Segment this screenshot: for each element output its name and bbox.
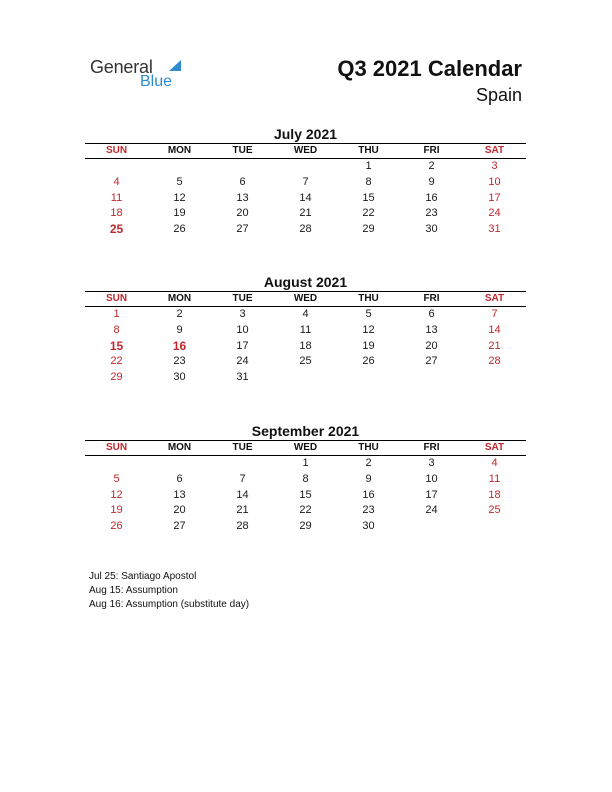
day-cell: 20	[236, 207, 249, 220]
day-cell: 16	[172, 338, 187, 353]
page-subtitle: Spain	[475, 85, 522, 105]
day-cell: 4	[113, 175, 120, 188]
day-cell: 9	[176, 323, 183, 336]
day-cell: 22	[299, 504, 312, 517]
day-cell: 26	[362, 355, 375, 368]
holiday-note: Jul 25: Santiago Apostol	[89, 571, 197, 582]
day-cell	[274, 370, 337, 386]
day-cell: 29	[362, 223, 375, 236]
day-cell: 5	[365, 308, 372, 320]
day-cell: 13	[236, 191, 249, 204]
day-cell: 7	[239, 472, 246, 485]
day-cell	[85, 159, 148, 175]
weekday-label: SAT	[484, 293, 505, 304]
day-cell: 24	[425, 504, 438, 517]
day-cell: 17	[425, 488, 438, 501]
weekday-label: WED	[293, 145, 318, 156]
day-cell: 28	[488, 355, 501, 368]
day-cell: 13	[173, 488, 186, 501]
day-cell: 26	[173, 223, 186, 236]
day-cell: 30	[362, 520, 375, 533]
month-title: September 2021	[251, 423, 360, 439]
week-row	[85, 370, 526, 386]
day-cell: 25	[299, 355, 312, 368]
week-row	[85, 339, 526, 355]
day-cell: 3	[428, 457, 435, 469]
day-cell: 31	[488, 223, 501, 236]
day-cell: 15	[362, 191, 375, 204]
day-cell: 14	[299, 191, 312, 204]
weekday-label: THU	[358, 293, 379, 304]
weekday-label: FRI	[423, 145, 440, 156]
day-cell: 25	[109, 222, 124, 237]
day-cell: 10	[488, 175, 501, 188]
day-cell: 11	[299, 323, 312, 336]
day-cell: 27	[425, 355, 438, 368]
day-cell: 23	[425, 207, 438, 220]
week-row	[85, 159, 526, 175]
page-title: Q3 2021 Calendar	[337, 56, 522, 81]
week-row	[85, 503, 526, 519]
day-cell: 12	[173, 191, 186, 204]
day-cell: 16	[362, 488, 375, 501]
holiday-notes	[89, 570, 249, 612]
weekday-label: TUE	[232, 293, 253, 304]
weekday-header	[85, 440, 526, 456]
day-cell: 18	[110, 207, 123, 220]
day-cell: 26	[110, 520, 123, 533]
day-cell: 18	[299, 339, 312, 352]
day-cell: 8	[113, 323, 120, 336]
week-row	[85, 175, 526, 191]
week-row	[85, 456, 526, 472]
weekday-label: TUE	[232, 442, 253, 453]
logo	[90, 57, 200, 97]
day-cell: 29	[110, 371, 123, 384]
day-cell	[463, 370, 526, 386]
day-cell: 2	[176, 308, 183, 320]
weekday-label: SAT	[484, 442, 505, 453]
day-cell	[85, 456, 148, 472]
logo-text-blue: Blue	[140, 73, 173, 90]
day-cell: 30	[425, 223, 438, 236]
week-row	[85, 472, 526, 488]
day-cell: 16	[425, 191, 438, 204]
week-row	[85, 191, 526, 207]
day-cell	[400, 370, 463, 386]
holiday-note: Aug 16: Assumption (substitute day)	[89, 599, 250, 610]
weekday-label: MON	[167, 293, 192, 304]
day-cell: 9	[365, 472, 372, 485]
day-cell	[148, 159, 211, 175]
weekday-label: SUN	[105, 442, 128, 453]
week-row	[85, 206, 526, 222]
day-cell: 15	[299, 488, 312, 501]
day-cell	[148, 456, 211, 472]
weekday-label: MON	[167, 442, 192, 453]
day-cell: 1	[365, 160, 372, 172]
day-cell: 11	[488, 472, 501, 485]
week-row	[85, 307, 526, 323]
day-cell: 21	[236, 504, 249, 517]
day-cell: 3	[491, 160, 498, 172]
day-cell: 23	[173, 355, 186, 368]
day-cell	[400, 519, 463, 535]
day-cell: 8	[302, 472, 309, 485]
day-cell: 6	[428, 308, 435, 320]
logo-text-general: General	[90, 57, 153, 77]
day-cell	[211, 456, 274, 472]
holiday-note: Aug 15: Assumption	[89, 585, 178, 596]
day-cell: 17	[236, 339, 249, 352]
weekday-label: FRI	[423, 442, 440, 453]
day-cell: 17	[488, 191, 501, 204]
week-row	[85, 519, 526, 535]
week-row	[85, 488, 526, 504]
day-cell: 28	[299, 223, 312, 236]
weekday-label: SAT	[484, 145, 505, 156]
day-cell	[211, 159, 274, 175]
day-cell: 20	[425, 339, 438, 352]
weekday-header	[85, 143, 526, 159]
day-cell: 10	[425, 472, 438, 485]
day-cell: 19	[173, 207, 186, 220]
day-cell: 4	[302, 308, 309, 320]
weekday-label: SUN	[105, 145, 128, 156]
day-cell: 4	[491, 457, 498, 469]
day-cell: 22	[110, 355, 123, 368]
day-cell: 5	[113, 472, 120, 485]
day-cell: 2	[428, 160, 435, 172]
day-cell: 15	[109, 338, 124, 353]
weekday-label: THU	[358, 145, 379, 156]
day-cell	[463, 519, 526, 535]
day-cell: 7	[302, 175, 309, 188]
week-row	[85, 222, 526, 238]
week-row	[85, 354, 526, 370]
day-cell: 19	[110, 504, 123, 517]
month-title: August 2021	[263, 274, 348, 290]
day-cell: 12	[362, 323, 375, 336]
weekday-label: TUE	[232, 145, 253, 156]
logo-triangle-icon	[169, 60, 181, 71]
weekday-header	[85, 291, 526, 307]
day-cell: 6	[176, 472, 183, 485]
weekday-label: WED	[293, 442, 318, 453]
day-cell: 9	[428, 175, 435, 188]
day-cell: 8	[365, 175, 372, 188]
month-july	[85, 125, 526, 238]
day-cell: 10	[236, 323, 249, 336]
day-cell	[337, 370, 400, 386]
day-cell: 30	[173, 371, 186, 384]
day-cell: 14	[488, 323, 501, 336]
day-cell: 7	[491, 308, 498, 320]
day-cell: 12	[110, 488, 123, 501]
day-cell: 28	[236, 520, 249, 533]
day-cell: 25	[488, 504, 501, 517]
day-cell: 31	[236, 371, 249, 384]
day-cell: 21	[299, 207, 312, 220]
day-cell: 24	[236, 355, 249, 368]
weekday-label: MON	[167, 145, 192, 156]
day-cell: 2	[365, 457, 372, 469]
day-cell: 24	[488, 207, 501, 220]
day-cell	[274, 159, 337, 175]
day-cell: 29	[299, 520, 312, 533]
day-cell: 5	[176, 175, 183, 188]
day-cell: 18	[488, 488, 501, 501]
day-cell: 1	[113, 308, 120, 320]
day-cell: 11	[110, 191, 123, 204]
month-august	[85, 273, 526, 386]
weekday-label: THU	[358, 442, 379, 453]
day-cell: 1	[302, 457, 309, 469]
day-cell: 3	[239, 308, 246, 320]
day-cell: 20	[173, 504, 186, 517]
day-cell: 6	[239, 175, 246, 188]
day-cell: 27	[236, 223, 249, 236]
day-cell: 22	[362, 207, 375, 220]
day-cell: 19	[362, 339, 375, 352]
weekday-label: SUN	[105, 293, 128, 304]
weekday-label: WED	[293, 293, 318, 304]
weekday-label: FRI	[423, 293, 440, 304]
day-cell: 13	[425, 323, 438, 336]
day-cell: 14	[236, 488, 249, 501]
day-cell: 23	[362, 504, 375, 517]
month-title: July 2021	[273, 126, 338, 142]
day-cell: 27	[173, 520, 186, 533]
day-cell: 21	[488, 339, 501, 352]
week-row	[85, 323, 526, 339]
month-september	[85, 422, 526, 535]
